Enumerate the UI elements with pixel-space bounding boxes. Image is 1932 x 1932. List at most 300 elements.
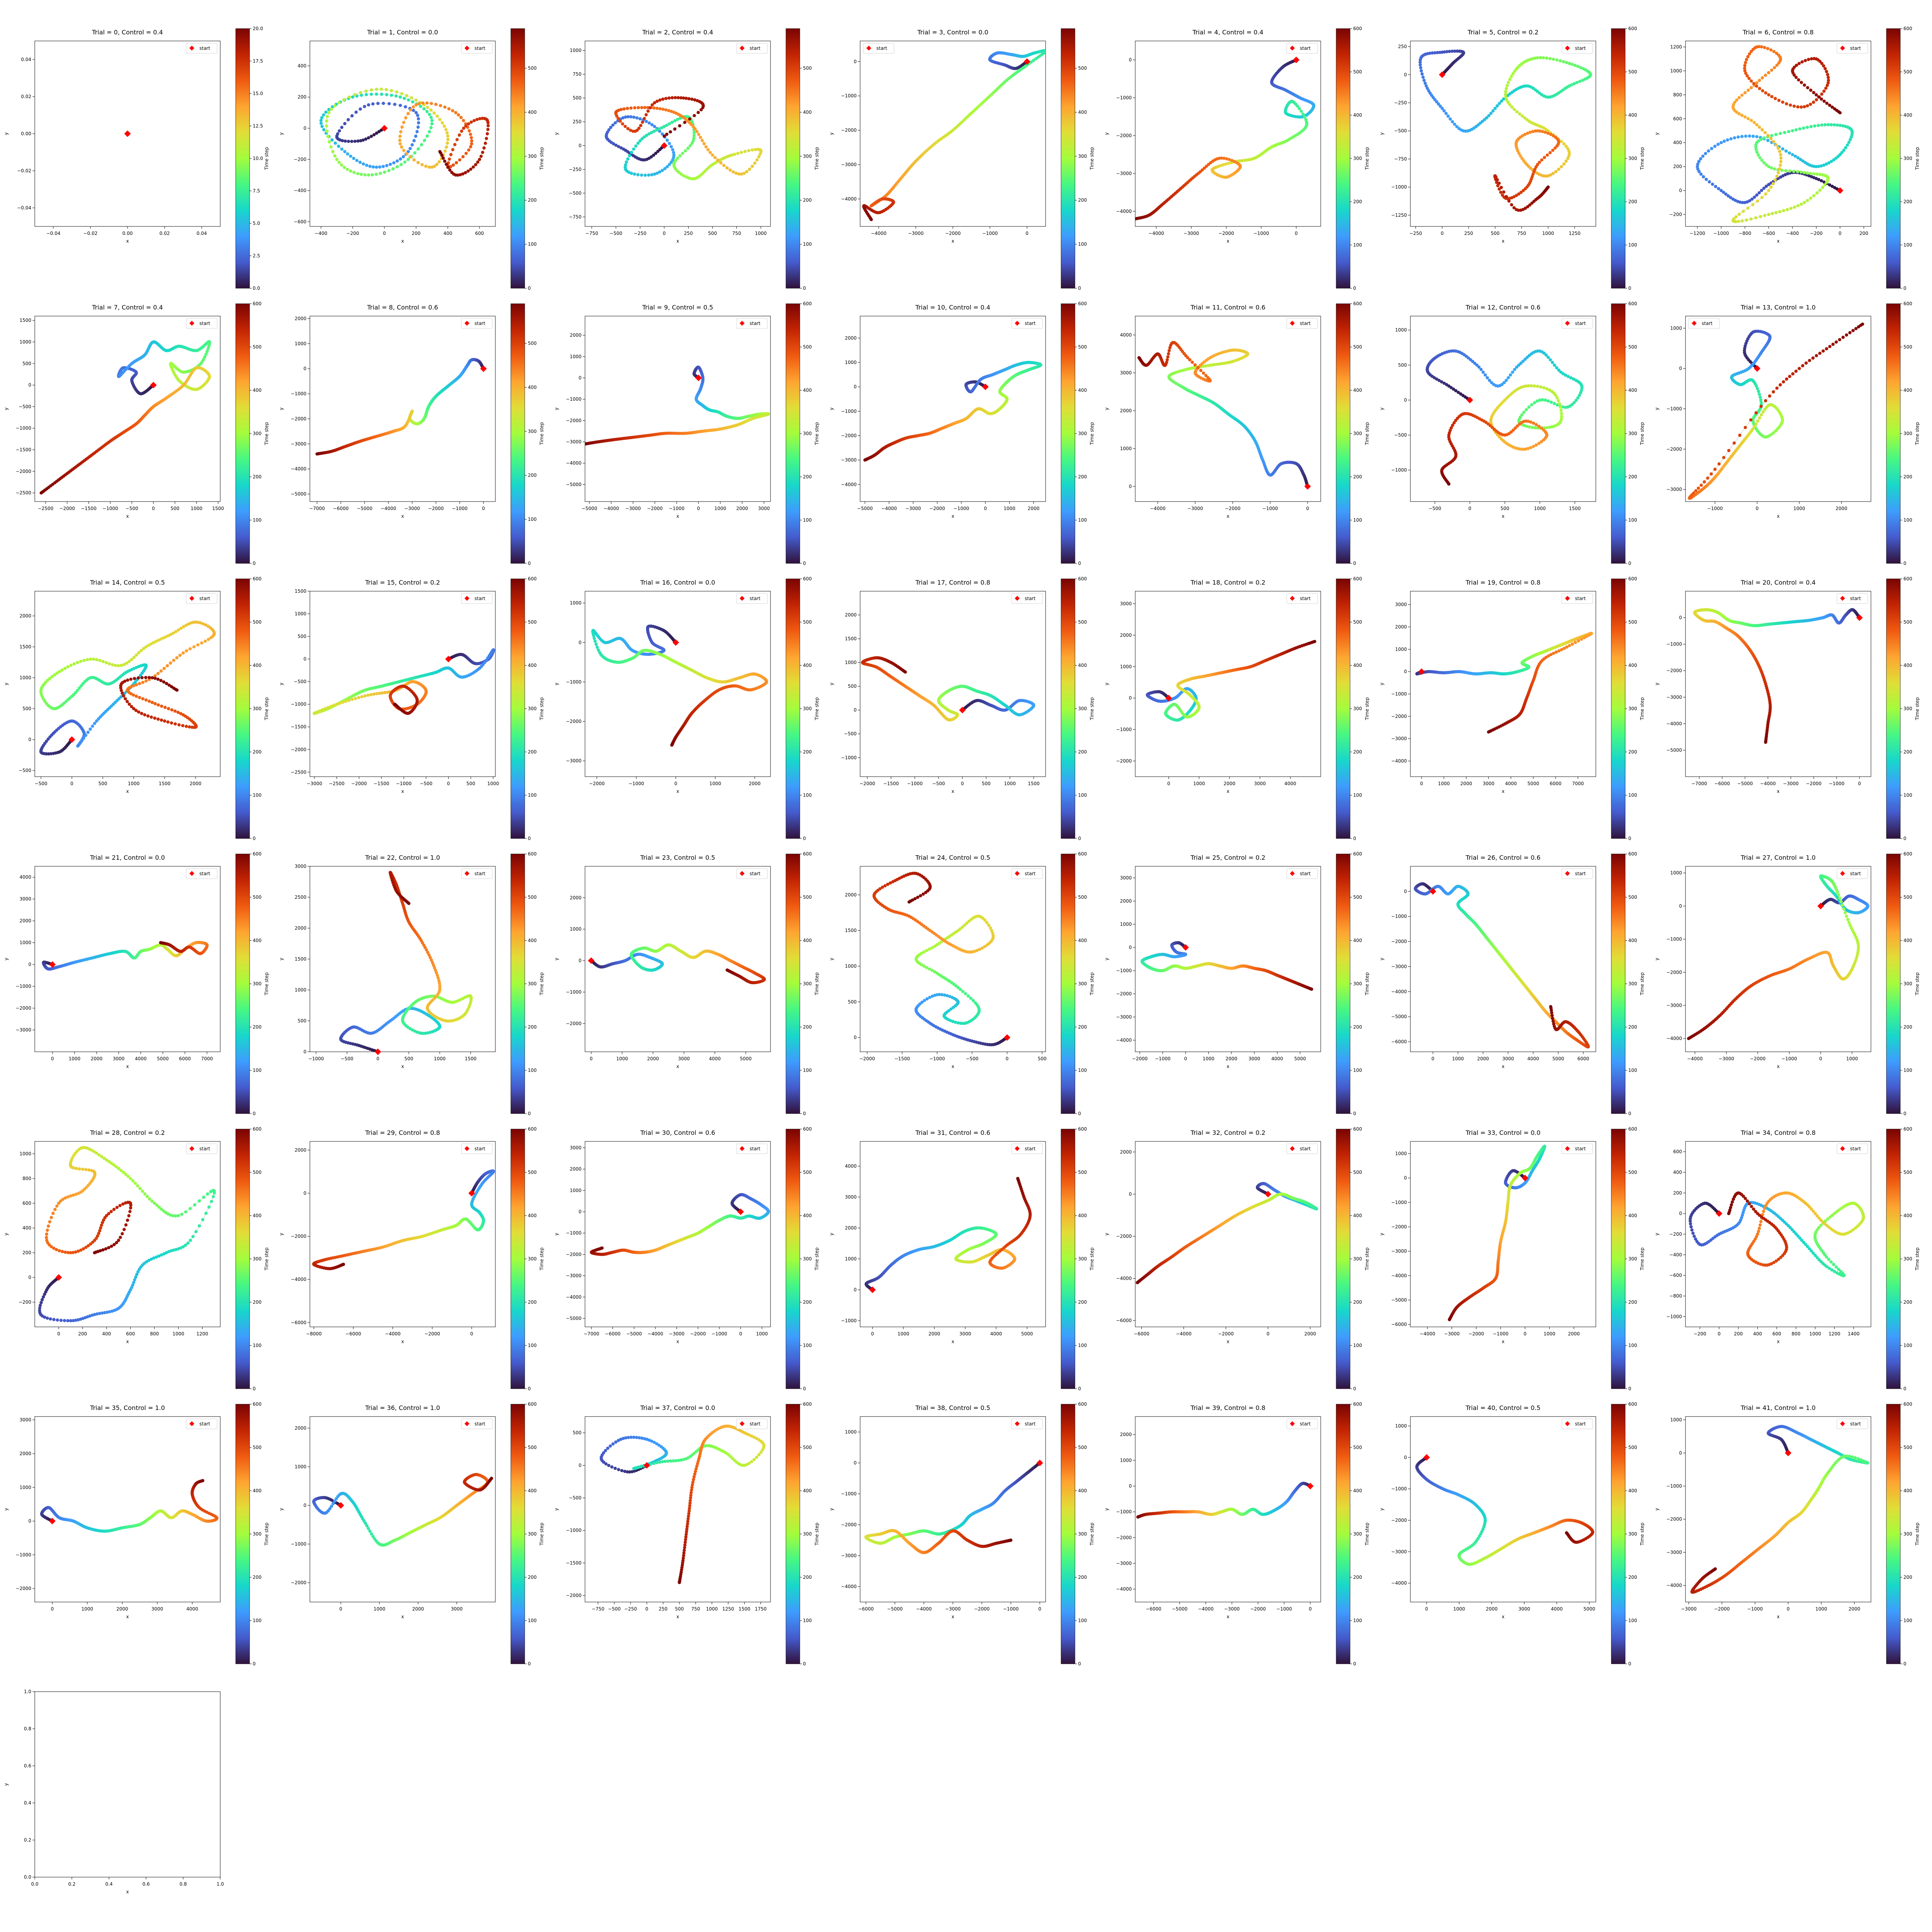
trajectory-point: [337, 145, 340, 148]
trajectory-point: [1480, 368, 1483, 371]
trajectory-point: [173, 709, 177, 713]
trajectory-point: [1812, 194, 1815, 197]
colorbar-tick-label: 0: [1903, 561, 1906, 566]
colorbar-tick-label: 100: [1078, 517, 1087, 523]
trajectory-point: [409, 155, 412, 158]
y-tick-label: 0: [28, 382, 31, 388]
trajectory-point: [1799, 170, 1803, 173]
trajectory-point: [399, 95, 402, 99]
trajectory-point: [1196, 366, 1199, 369]
trajectory-point: [1496, 104, 1499, 107]
x-tick-label: −250: [1409, 231, 1422, 236]
trajectory-point: [650, 173, 653, 176]
trajectory-point: [327, 135, 330, 138]
colorbar-tick-label: 5.0: [253, 221, 260, 226]
trajectory-point: [138, 682, 141, 685]
trajectory-point: [390, 89, 393, 92]
trajectory-point: [686, 147, 689, 150]
trajectory-point: [185, 725, 188, 728]
colorbar-tick-label: 400: [1903, 388, 1912, 393]
trajectory-point: [1779, 153, 1782, 156]
trajectory-point: [1559, 405, 1562, 408]
axes-frame: [310, 316, 495, 502]
trajectory-point: [1738, 96, 1741, 99]
y-axis-label: y: [829, 132, 834, 135]
subplot-title: Trial = 9, Control = 0.5: [642, 304, 713, 311]
trajectory-point: [167, 707, 170, 710]
trajectory-point: [664, 108, 667, 111]
trajectory-point: [1794, 370, 1798, 373]
x-tick-label: −3000: [625, 506, 641, 511]
colorbar-tick-label: 100: [1628, 517, 1637, 523]
trajectory-point: [370, 93, 373, 96]
trajectory-point: [447, 107, 451, 111]
x-tick-label: −1000: [953, 506, 969, 511]
trajectory-point: [370, 88, 373, 92]
trajectory-point: [1745, 218, 1748, 221]
trajectory-point: [333, 104, 337, 107]
trajectory-point: [751, 148, 754, 151]
trajectory-point: [1761, 89, 1764, 92]
trajectory-point: [458, 133, 461, 136]
y-tick-label: 750: [573, 71, 582, 77]
y-tick-label: 2000: [1120, 408, 1132, 413]
y-tick-label: 0: [854, 59, 857, 65]
trajectory-point: [454, 111, 457, 114]
trajectory-point: [406, 158, 410, 161]
x-tick-label: 1000: [755, 231, 767, 236]
x-tick-label: −4000: [1148, 231, 1164, 236]
trajectory-point: [1758, 191, 1761, 194]
trajectory-point: [1756, 199, 1759, 202]
colorbar-tick-label: 500: [1353, 344, 1362, 350]
trajectory-point: [175, 689, 179, 692]
colorbar-tick-label: 100: [528, 517, 537, 522]
trajectory-point: [439, 104, 442, 107]
trajectory-point: [444, 150, 447, 153]
x-tick-label: 500: [466, 781, 475, 786]
trajectory-point: [1753, 121, 1756, 124]
colorbar-tick-label: 600: [1078, 301, 1087, 306]
y-tick-label: 800: [1673, 92, 1682, 98]
y-tick-label: −2500: [291, 769, 306, 775]
trajectory-point: [1746, 206, 1749, 209]
trajectory-point: [647, 173, 650, 177]
trajectory-point: [395, 90, 398, 94]
trajectory-point: [363, 694, 366, 697]
colorbar-tick-label: 500: [1078, 65, 1087, 71]
trajectory-point: [1510, 75, 1513, 78]
trajectory-point: [1820, 123, 1823, 126]
colorbar-tick-label: 400: [1353, 388, 1362, 393]
trajectory-point: [347, 118, 350, 121]
trajectory-point: [324, 707, 327, 710]
trajectory-point: [1560, 165, 1563, 168]
x-tick-label: −2000: [1225, 506, 1241, 511]
trajectory-point: [356, 139, 359, 143]
trajectory-point: [702, 142, 706, 145]
subplot-trial-5: [1376, 22, 1650, 297]
y-tick-label: 1000: [570, 354, 582, 359]
trajectory-point: [692, 134, 696, 137]
trajectory-point: [1525, 425, 1528, 428]
trajectory-point: [1806, 86, 1809, 89]
x-tick-label: −1000: [1707, 506, 1723, 511]
trajectory-point: [655, 107, 658, 110]
x-axis-label: x: [676, 514, 679, 519]
x-axis-label: x: [401, 238, 404, 244]
trajectory-point: [1555, 58, 1558, 61]
trajectory-point: [743, 150, 747, 153]
trajectory-point: [1747, 88, 1750, 92]
x-tick-label: 2000: [1027, 506, 1040, 511]
trajectory-point: [1449, 117, 1452, 121]
colorbar-tick-label: 7.5: [253, 188, 260, 194]
trajectory-point: [425, 101, 429, 104]
y-tick-label: −4000: [1116, 208, 1132, 214]
trajectory-point: [1770, 166, 1773, 169]
trajectory-point: [378, 165, 381, 168]
x-tick-label: 0: [447, 781, 450, 786]
y-axis-label: y: [279, 682, 284, 685]
x-tick-label: −2000: [1218, 231, 1234, 236]
subplot-trial-1: [275, 22, 549, 297]
trajectory-point: [1758, 126, 1761, 129]
trajectory-point: [389, 163, 392, 166]
trajectory-point: [1530, 384, 1533, 387]
trajectory-point: [1769, 185, 1772, 189]
trajectory-point: [1743, 64, 1746, 67]
trajectory-point: [1777, 99, 1781, 102]
subplot-svg: [0, 572, 274, 847]
y-axis-label: y: [1104, 407, 1109, 410]
subplot-trial-2: [550, 22, 825, 297]
trajectory-point: [1746, 55, 1749, 58]
subplot-svg: [275, 22, 549, 297]
trajectory-point: [629, 107, 633, 110]
trajectory-point: [422, 107, 425, 111]
colorbar-tick-label: 500: [1628, 69, 1637, 75]
colorbar-tick-label: 400: [253, 663, 262, 668]
trajectory-point: [1761, 76, 1764, 79]
trajectory-point: [344, 700, 347, 703]
trajectory-point: [614, 121, 617, 124]
colorbar-tick-label: 200: [528, 473, 537, 478]
trajectory-point: [697, 111, 700, 114]
colorbar-label: Time step: [539, 697, 544, 720]
trajectory-point: [445, 146, 448, 149]
x-tick-label: −3000: [1183, 231, 1199, 236]
trajectory-point: [343, 122, 346, 125]
subplot-title: Trial = 6, Control = 0.8: [1743, 29, 1814, 36]
trajectory-point: [1774, 143, 1777, 146]
trajectory-point: [704, 145, 707, 148]
colorbar-tick-label: 200: [528, 749, 537, 755]
trajectory-point: [334, 141, 337, 145]
trajectory-point: [1422, 79, 1425, 82]
colorbar-tick-label: 0.0: [253, 286, 260, 291]
trajectory-point: [379, 172, 382, 175]
trajectory-point: [1750, 80, 1753, 83]
trajectory-point: [375, 88, 378, 91]
x-tick-label: 1000: [714, 506, 726, 511]
trajectory-point: [402, 121, 405, 124]
y-tick-label: −1000: [1116, 95, 1132, 100]
trajectory-point: [1508, 78, 1511, 81]
colorbar-tick-label: 0: [1903, 286, 1906, 291]
trajectory-point: [137, 676, 140, 679]
trajectory-point: [1549, 151, 1552, 154]
trajectory-point: [400, 126, 403, 129]
trajectory-point: [673, 96, 677, 99]
legend: [186, 43, 217, 53]
trajectory-point: [671, 148, 674, 151]
trajectory-point: [428, 113, 431, 116]
trajectory-point: [1545, 387, 1548, 390]
colorbar-label: Time step: [539, 422, 544, 445]
trajectory-point: [1546, 185, 1549, 189]
trajectory-point: [382, 102, 385, 105]
colorbar-tick-label: 200: [1078, 474, 1087, 480]
trajectory-point: [1502, 190, 1505, 194]
trajectory-point: [1738, 434, 1741, 437]
trajectory-point: [163, 706, 167, 709]
y-tick-label: 1000: [1395, 327, 1407, 333]
trajectory-point: [636, 173, 639, 176]
trajectory-point: [367, 173, 370, 177]
trajectory-point: [1791, 153, 1794, 156]
colorbar-tick-label: 20.0: [253, 26, 263, 31]
trajectory-point: [629, 115, 633, 118]
subplot-svg: [275, 572, 549, 847]
y-tick-label: −1000: [1391, 467, 1407, 473]
x-axis-label: x: [1777, 238, 1780, 244]
subplot-title: Trial = 7, Control = 0.4: [92, 304, 163, 311]
trajectory-point: [484, 142, 487, 145]
subplot-svg: [1651, 22, 1925, 297]
trajectory-point: [469, 145, 472, 148]
x-tick-label: −2000: [428, 506, 444, 511]
trajectory-point: [663, 134, 666, 138]
trajectory-point: [343, 166, 346, 169]
trajectory-point: [1775, 175, 1778, 178]
colorbar-tick-label: 100: [253, 793, 262, 798]
colorbar: [511, 304, 525, 563]
colorbar-tick-label: 300: [528, 153, 537, 159]
trajectory-point: [346, 152, 349, 155]
trajectory-point: [123, 680, 126, 683]
trajectory-point: [1508, 103, 1511, 106]
trajectory-point: [150, 716, 153, 719]
trajectory-point: [1167, 352, 1170, 355]
trajectory-point: [1803, 83, 1806, 87]
x-tick-label: −600: [1762, 231, 1775, 236]
trajectory-point: [637, 106, 640, 109]
trajectory-point: [424, 165, 427, 168]
y-tick-label: −200: [1669, 212, 1682, 218]
x-axis-label: x: [126, 789, 129, 794]
trajectory-point: [1779, 160, 1782, 163]
colorbar: [786, 304, 800, 563]
trajectory-point: [626, 115, 629, 118]
y-tick-label: −750: [569, 214, 582, 220]
trajectory-point: [408, 147, 412, 150]
trajectory-point: [486, 128, 490, 131]
x-tick-label: 750: [1517, 231, 1526, 236]
trajectory-point: [1543, 156, 1546, 159]
trajectory-point: [126, 700, 129, 703]
trajectory-point: [196, 643, 199, 646]
x-tick-label: −2000: [351, 781, 367, 786]
colorbar-tick-label: 200: [1903, 474, 1912, 480]
colorbar: [236, 29, 250, 288]
trajectory-point: [1744, 134, 1747, 138]
colorbar-tick-label: 400: [1353, 112, 1362, 118]
trajectory-point: [1525, 408, 1528, 411]
trajectory-point: [1565, 160, 1568, 163]
trajectory-point: [1546, 400, 1549, 403]
colorbar: [1061, 29, 1075, 288]
trajectory-point: [365, 93, 368, 96]
y-tick-label: −200: [294, 156, 306, 162]
y-tick-label: −0.02: [17, 168, 31, 173]
trajectory-point: [468, 129, 471, 132]
trajectory-point: [1801, 60, 1804, 63]
trajectory-point: [1718, 462, 1721, 465]
trajectory-point: [400, 92, 403, 95]
trajectory-point: [1522, 411, 1526, 414]
y-tick-label: 1000: [1120, 446, 1132, 451]
trajectory-point: [1779, 156, 1782, 160]
colorbar-tick-label: 600: [528, 576, 537, 582]
y-tick-label: 500: [298, 634, 306, 639]
trajectory-point: [1798, 367, 1801, 370]
trajectory-point: [1552, 58, 1555, 61]
subplot-svg: [0, 22, 274, 297]
trajectory-point: [1551, 149, 1554, 152]
trajectory-point: [70, 664, 73, 667]
trajectory-point: [428, 130, 431, 133]
trajectory-point: [1697, 486, 1700, 490]
x-tick-label: −1000: [396, 781, 412, 786]
trajectory-point: [342, 98, 345, 101]
trajectory-point: [1758, 79, 1761, 82]
x-tick-label: 400: [443, 231, 452, 236]
x-tick-label: −4000: [603, 506, 619, 511]
trajectory-point: [706, 148, 709, 151]
colorbar-tick-label: 300: [803, 153, 812, 159]
trajectory-point: [324, 111, 327, 114]
trajectory-point: [1447, 483, 1450, 486]
trajectory-point: [82, 659, 85, 662]
trajectory-point: [1726, 138, 1729, 141]
y-tick-label: 0: [578, 375, 582, 381]
trajectory-point: [1777, 171, 1780, 174]
trajectory-point: [1758, 393, 1761, 396]
trajectory-point: [1168, 349, 1171, 352]
trajectory-point: [1749, 218, 1752, 221]
trajectory-point: [1806, 199, 1809, 202]
trajectory-point: [448, 168, 451, 172]
trajectory-point: [1579, 66, 1582, 69]
trajectory-point: [1202, 372, 1205, 375]
trajectory-point: [340, 163, 343, 167]
y-tick-label: 0: [303, 656, 306, 662]
trajectory-point: [1802, 126, 1805, 129]
trajectory-point: [382, 165, 385, 168]
y-tick-label: −3000: [841, 457, 857, 463]
trajectory-point: [619, 119, 622, 122]
colorbar-tick-label: 0: [803, 561, 806, 566]
trajectory-point: [124, 697, 127, 700]
trajectory-point: [1803, 171, 1806, 174]
trajectory-point: [1166, 355, 1169, 358]
colorbar-tick-label: 600: [253, 576, 262, 582]
trajectory-point: [385, 93, 388, 96]
trajectory-point: [611, 124, 614, 127]
trajectory-point: [1793, 206, 1796, 209]
trajectory-point: [470, 142, 473, 145]
trajectory-point: [475, 118, 478, 121]
trajectory-point: [423, 139, 426, 142]
colorbar-tick-label: 600: [1628, 301, 1637, 306]
y-tick-label: 1500: [19, 644, 31, 650]
trajectory-point: [1553, 402, 1556, 405]
y-tick-label: 250: [1398, 44, 1407, 49]
trajectory-point: [697, 133, 700, 136]
colorbar-tick-label: 100: [803, 242, 812, 247]
trajectory-point: [1825, 102, 1828, 105]
trajectory-point: [1560, 412, 1563, 415]
trajectory-point: [1804, 59, 1807, 62]
trajectory-point: [1794, 128, 1798, 131]
trajectory-point: [687, 97, 690, 100]
trajectory-point: [1748, 134, 1751, 138]
trajectory-point: [1810, 57, 1813, 60]
x-tick-label: 0: [697, 506, 700, 511]
x-tick-label: −6000: [333, 506, 349, 511]
x-axis-label: x: [951, 514, 954, 519]
trajectory-point: [1796, 170, 1799, 173]
trajectory-point: [684, 149, 687, 152]
trajectory-point: [1557, 399, 1560, 402]
x-tick-label: −1000: [452, 506, 468, 511]
trajectory-point: [1418, 63, 1422, 66]
trajectory-point: [1791, 372, 1794, 375]
trajectory-point: [1809, 88, 1812, 92]
colorbar: [786, 29, 800, 288]
trajectory-point: [396, 160, 399, 163]
trajectory-point: [1778, 210, 1781, 213]
colorbar-tick-label: 0: [1078, 561, 1081, 566]
trajectory-point: [117, 664, 120, 667]
trajectory-point: [1501, 194, 1504, 197]
trajectory-point: [476, 160, 479, 163]
trajectory-point: [325, 129, 328, 133]
trajectory-point: [438, 150, 441, 153]
colorbar-tick-label: 0: [803, 286, 806, 291]
x-axis-label: x: [1777, 514, 1780, 519]
x-tick-label: −2500: [329, 781, 345, 786]
trajectory-point: [719, 161, 722, 164]
subplot-trial-12: [1376, 297, 1650, 572]
trajectory-point: [711, 153, 714, 156]
trajectory-point: [315, 452, 318, 456]
trajectory-point: [1767, 189, 1770, 192]
trajectory-point: [1767, 213, 1770, 216]
trajectory-point: [1535, 423, 1538, 426]
trajectory-point: [359, 91, 362, 94]
